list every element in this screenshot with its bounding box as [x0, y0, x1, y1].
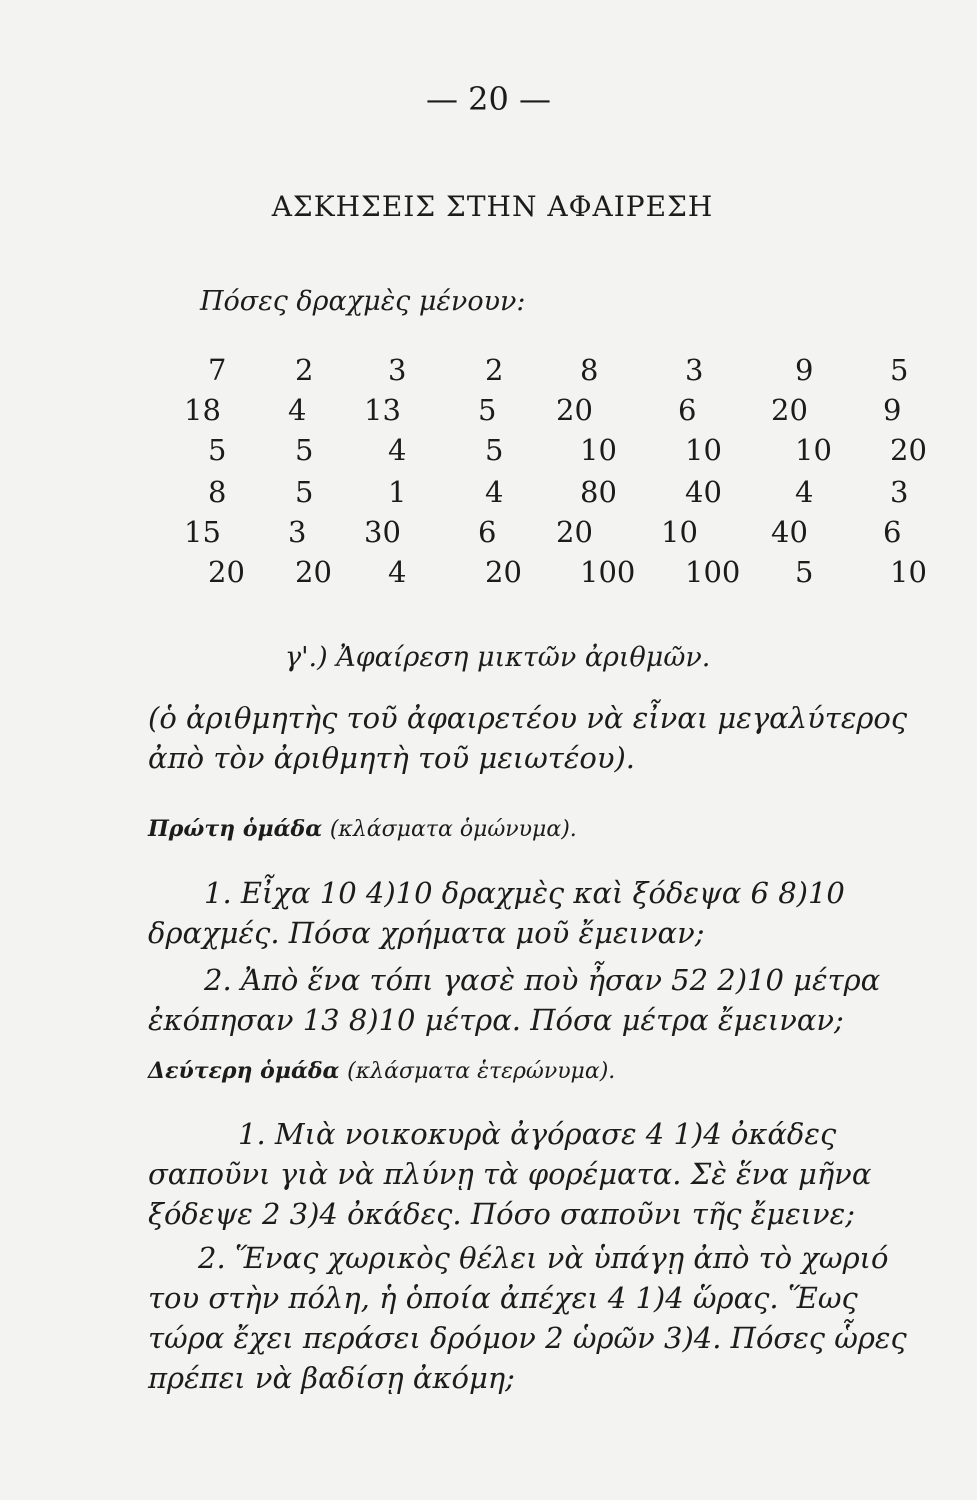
exercise-1-bot-8: 20	[890, 433, 927, 467]
exercise-1-bot-2: 5	[295, 433, 314, 467]
exercise-1-mid-3: 13	[364, 393, 401, 427]
group2-heading-label: Δεύτερη ὁμάδα	[148, 1058, 340, 1084]
group1-problem-2: 2. Ἀπὸ ἕνα τόπι γασὲ ποὺ ἦσαν 52 2)10 μέτρα ἐκόπησαν 13 8)10 μέτρα. Πόσα μέτρα ἔμειναν;	[148, 963, 881, 1037]
group1-heading-note: (κλάσματα ὁμώνυμα).	[329, 817, 577, 842]
group2-problem-2: 2. Ἕνας χωρικὸς θέλει νὰ ὑπάγῃ ἀπὸ τὸ χωριό του στὴν πόλη, ἡ ὁποία ἀπέχει 4 1)4 ὥρας. Ἕως τώρα ἔχει περάσει δρόμον 2 ὡρῶν 3)4. Πόσες ὧρες πρέπει νὰ βαδίσῃ ἀκόμη;	[148, 1241, 907, 1395]
exercise-1-mid-8: 9	[883, 393, 902, 427]
group2-problem-1: 1. Μιὰ νοικοκυρὰ ἀγόρασε 4 1)4 ὀκάδες σαποῦνι γιὰ νὰ πλύνῃ τὰ φορέματα. Σὲ ἕνα μῆνα ξόδεψε 2 3)4 ὀκάδες. Πόσο σαποῦνι τῆς ἔμεινε;	[148, 1117, 872, 1231]
exercise-1-top-4: 2	[485, 353, 504, 387]
exercise-2-bot-5: 100	[580, 555, 636, 589]
exercise-2-bot-3: 4	[388, 555, 407, 589]
exercise-1-top-1: 7	[208, 353, 227, 387]
exercise-1-bot-7: 10	[795, 433, 832, 467]
exercise-2-top-2: 5	[295, 475, 314, 509]
exercise-1-bot-4: 5	[485, 433, 504, 467]
exercise-1-top-8: 5	[890, 353, 909, 387]
exercise-2-mid-5: 20	[556, 515, 593, 549]
exercise-2-top-3: 1	[388, 475, 407, 509]
exercise-2-mid-7: 40	[771, 515, 808, 549]
exercise-1-bot-1: 5	[208, 433, 227, 467]
exercise-1-mid-6: 6	[678, 393, 697, 427]
exercise-2-bot-1: 20	[208, 555, 245, 589]
group2-heading-note: (κλάσματα ἑτερώνυμα).	[347, 1059, 616, 1084]
exercise-2-top-5: 80	[580, 475, 617, 509]
group1-problem-1: 1. Εἶχα 10 4)10 δραχμὲς καὶ ξόδεψα 6 8)10 δραχμές. Πόσα χρήματα μοῦ ἔμειναν;	[148, 876, 845, 950]
exercise-2-bot-2: 20	[295, 555, 332, 589]
exercise-2-bot-4: 20	[485, 555, 522, 589]
exercise-1-mid-1: 18	[184, 393, 221, 427]
exercise-2-mid-2: 3	[288, 515, 307, 549]
exercise-2-mid-1: 15	[184, 515, 221, 549]
exercise-2-top-8: 3	[890, 475, 909, 509]
exercise-2-mid-8: 6	[883, 515, 902, 549]
exercise-1-top-3: 3	[388, 353, 407, 387]
group1-heading	[148, 816, 577, 842]
section-title: γ'.) Ἀφαίρεση μικτῶν ἀριθμῶν.	[285, 642, 711, 673]
exercise-2-top-7: 4	[795, 475, 814, 509]
group1-heading-label: Πρώτη ὁμάδα	[148, 816, 323, 842]
exercise-1-bot-3: 4	[388, 433, 407, 467]
exercise-2-bot-6: 100	[685, 555, 741, 589]
exercise-1-mid-4: 5	[478, 393, 497, 427]
exercise-2-bot-7: 5	[795, 555, 814, 589]
page-title: ΑΣΚΗΣΕΙΣ ΣΤΗΝ ΑΦΑΙΡΕΣΗ	[271, 190, 714, 223]
exercise-1-top-7: 9	[795, 353, 814, 387]
exercise-1-top-2: 2	[295, 353, 314, 387]
exercise-1-bot-5: 10	[580, 433, 617, 467]
exercise-2-top-1: 8	[208, 475, 227, 509]
exercise-1-mid-7: 20	[771, 393, 808, 427]
exercise-1-mid-5: 20	[556, 393, 593, 427]
exercise-1-top-6: 3	[685, 353, 704, 387]
group2-heading	[148, 1058, 615, 1084]
section-note: (ὁ ἀριθμητὴς τοῦ ἀφαιρετέου νὰ εἶναι μεγαλύτερος ἀπὸ τὸν ἀριθμητὴ τοῦ μειωτέου).	[148, 701, 908, 775]
exercise-2-top-4: 4	[485, 475, 504, 509]
exercise-2-mid-6: 10	[661, 515, 698, 549]
exercise-1-bot-6: 10	[685, 433, 722, 467]
exercise-1-top-5: 8	[580, 353, 599, 387]
subtitle: Πόσες δραχμὲς μένουν:	[200, 286, 526, 317]
exercise-2-bot-8: 10	[890, 555, 927, 589]
page-number: — 20 —	[425, 80, 552, 118]
exercise-2-mid-3: 30	[364, 515, 401, 549]
exercise-2-top-6: 40	[685, 475, 722, 509]
exercise-2-mid-4: 6	[478, 515, 497, 549]
exercise-1-mid-2: 4	[288, 393, 307, 427]
